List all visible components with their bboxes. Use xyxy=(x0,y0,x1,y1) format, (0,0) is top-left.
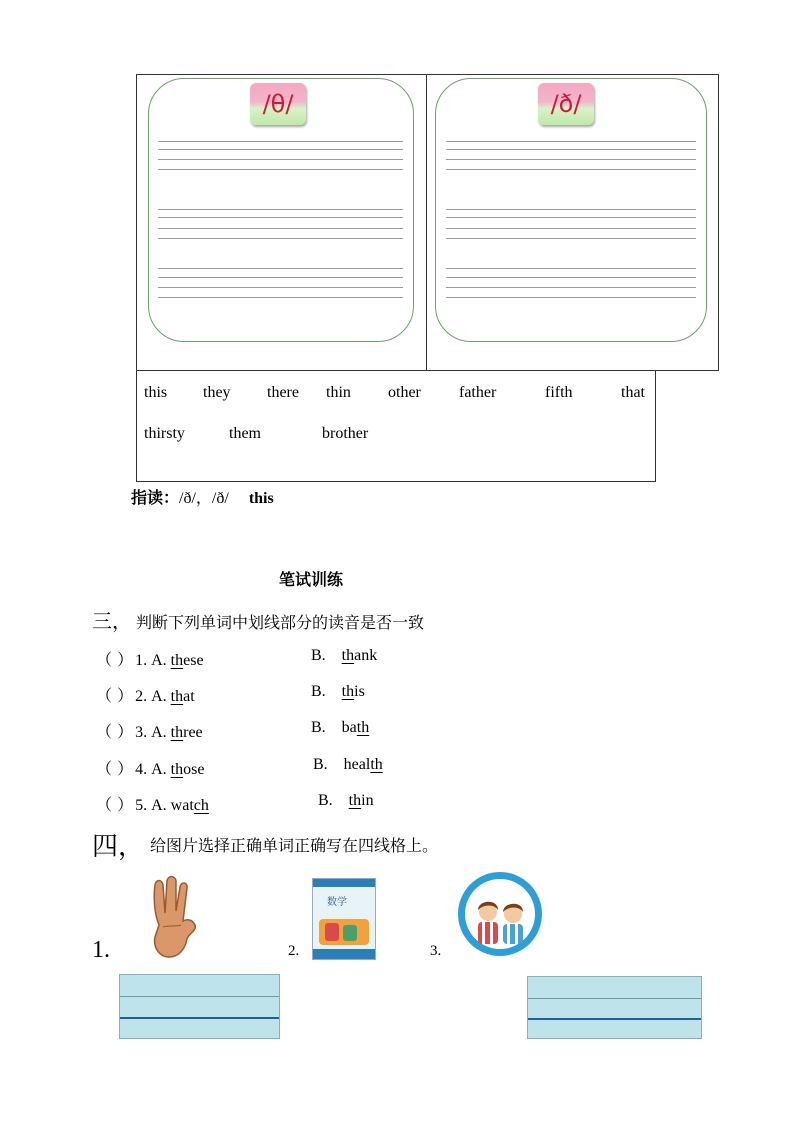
option-b xyxy=(311,719,369,737)
underlined-letters: th xyxy=(170,761,184,778)
word-item: they xyxy=(203,384,231,401)
answer-parens[interactable]: （ ） xyxy=(96,722,134,741)
question-row xyxy=(96,792,209,815)
underlined-letters: th xyxy=(356,719,370,736)
underlined-letters: th xyxy=(370,756,383,773)
underlined-letters: th xyxy=(341,683,355,700)
read-hint-phonemes: /ð/，/ð/ xyxy=(179,490,229,507)
option-a-label: A. xyxy=(151,761,167,778)
section3-number: 三， xyxy=(92,609,132,633)
option-b-word xyxy=(342,719,370,736)
theta-symbol: /θ/ xyxy=(262,90,294,118)
section-title: 笔试训练 xyxy=(279,570,344,589)
option-a-label: A. xyxy=(151,797,167,814)
book-title: 数学 xyxy=(327,897,347,908)
word-item: there xyxy=(267,384,299,401)
underlined-letters: th xyxy=(170,652,184,669)
word-suffix: is xyxy=(354,683,365,700)
word-prefix: heal xyxy=(343,756,371,773)
option-a-label: A. xyxy=(151,688,167,705)
picture-label-1: 1. xyxy=(92,937,110,963)
underlined-letters: th xyxy=(170,724,184,741)
option-b-word xyxy=(344,756,383,773)
answer-parens[interactable]: （ ） xyxy=(96,686,134,705)
option-b-word xyxy=(342,647,378,664)
question-row xyxy=(96,683,195,706)
option-a-word xyxy=(171,724,203,741)
section4-number: 四， xyxy=(92,832,145,862)
word-item: this xyxy=(144,384,168,401)
underlined-letters: th xyxy=(341,647,355,664)
word-item: brother xyxy=(322,425,369,442)
word-item: thirsty xyxy=(144,425,185,442)
word-suffix: in xyxy=(361,792,374,809)
word-item: that xyxy=(621,384,645,401)
option-b-label: B. xyxy=(311,719,326,736)
option-b-label: B. xyxy=(313,756,328,773)
option-b xyxy=(311,647,377,665)
option-a-word xyxy=(171,688,195,705)
answer-parens[interactable]: （ ） xyxy=(96,795,134,814)
math-textbook-icon xyxy=(312,878,376,960)
option-b-label: B. xyxy=(311,683,326,700)
section4-instruction: 给图片选择正确单词正确写在四线格上。 xyxy=(150,836,439,855)
question-number: 5. xyxy=(135,797,148,814)
underlined-letters: th xyxy=(348,792,362,809)
word-item: them xyxy=(229,425,261,442)
picture-label-3: 3. xyxy=(430,943,442,959)
question-row xyxy=(96,647,204,670)
question-row xyxy=(96,756,204,779)
answer-parens[interactable]: （ ） xyxy=(96,650,134,669)
picture-label-2: 2. xyxy=(288,943,300,959)
underlined-letters: ch xyxy=(193,797,209,814)
three-fingers-hand-icon xyxy=(145,875,203,960)
word-item: thin xyxy=(326,384,351,401)
option-a-word xyxy=(171,797,209,814)
option-b-word xyxy=(349,792,374,809)
writing-grid-1[interactable] xyxy=(119,974,280,1039)
word-prefix: ba xyxy=(341,719,357,736)
word-item: other xyxy=(388,384,421,401)
option-a-label: A. xyxy=(151,724,167,741)
word-item: father xyxy=(459,384,497,401)
option-b-label: B. xyxy=(318,792,333,809)
option-b-label: B. xyxy=(311,647,326,664)
word-prefix: wat xyxy=(170,797,194,814)
word-suffix: ank xyxy=(354,647,378,664)
answer-parens[interactable]: （ ） xyxy=(96,759,134,778)
question-number: 1. xyxy=(135,652,148,669)
option-a-label: A. xyxy=(151,652,167,669)
underlined-letters: th xyxy=(170,688,184,705)
section3-instruction: 判断下列单词中划线部分的读音是否一致 xyxy=(136,613,425,632)
question-number: 4. xyxy=(135,761,148,778)
option-b xyxy=(313,756,383,774)
question-number: 3. xyxy=(135,724,148,741)
read-hint-word: this xyxy=(248,490,274,507)
option-b xyxy=(311,683,365,701)
question-row xyxy=(96,719,203,742)
eth-symbol: /ð/ xyxy=(550,90,582,118)
two-boys-icon xyxy=(456,870,544,958)
word-suffix: at xyxy=(183,688,195,705)
word-item: fifth xyxy=(545,384,573,401)
writing-grid-3[interactable] xyxy=(527,976,702,1039)
read-hint xyxy=(131,485,274,508)
option-a-word xyxy=(171,761,205,778)
word-suffix: ese xyxy=(183,652,204,669)
section4-heading xyxy=(92,826,438,863)
eth-symbol-badge xyxy=(538,83,594,125)
option-b-word xyxy=(342,683,365,700)
word-suffix: ree xyxy=(183,724,203,741)
option-a-word xyxy=(171,652,204,669)
theta-symbol-badge xyxy=(250,83,306,125)
section3-heading xyxy=(92,605,424,634)
question-number: 2. xyxy=(135,688,148,705)
word-suffix: ose xyxy=(183,761,205,778)
option-b xyxy=(318,792,374,810)
read-hint-label: 指读： xyxy=(131,488,180,507)
phonics-divider xyxy=(426,74,427,371)
